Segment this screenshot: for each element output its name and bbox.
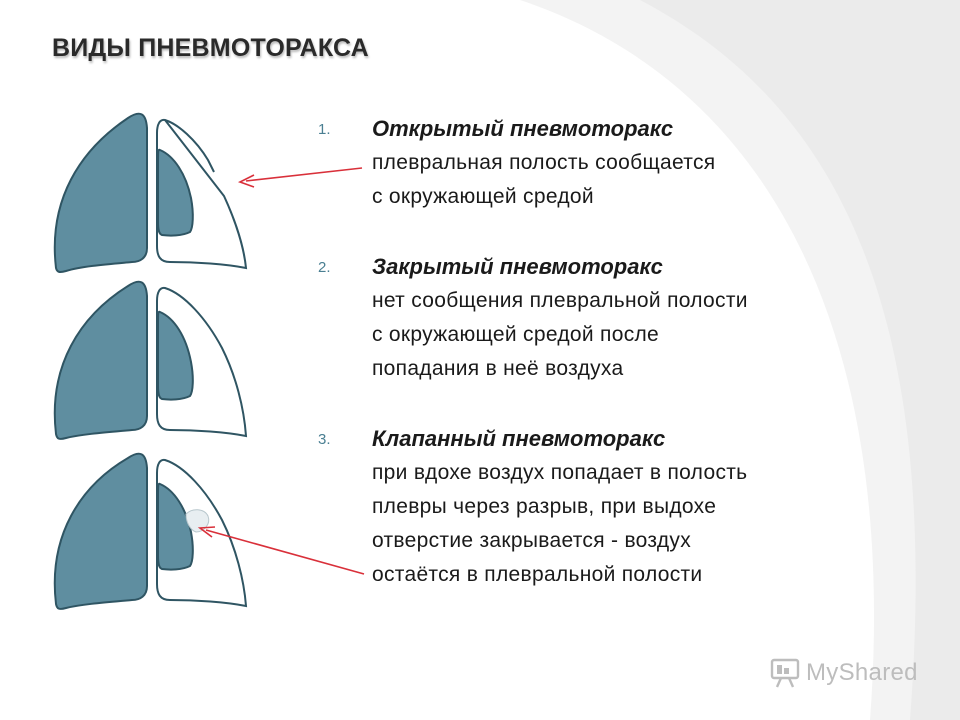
presentation-board-icon (768, 657, 802, 689)
list-item-closed (318, 250, 918, 386)
item-desc-line: с окружающей средой после (372, 323, 660, 346)
item-name: Клапанный пневмоторакс (372, 426, 666, 451)
left-lung (55, 114, 147, 272)
item-desc-line: нет сообщения плевральной полости (372, 289, 748, 312)
item-desc-line: с окружающей средой (372, 185, 594, 208)
item-name: Закрытый пневмоторакс (372, 254, 663, 279)
item-desc-line: остаётся в плевральной полости (372, 563, 703, 586)
item-desc-line: при вдохе воздух попадает в полость (372, 461, 748, 484)
list-item-open (318, 112, 918, 214)
watermark-logo (768, 656, 918, 690)
item-desc-line: отверстие закрывается - воздух (372, 529, 692, 552)
item-number: 2. (318, 259, 331, 276)
item-desc-line: попадания в неё воздуха (372, 357, 624, 380)
pneumothorax-types-list (318, 112, 918, 592)
item-desc-line: плевры через разрыв, при выдохе (372, 495, 717, 518)
list-item-valve (318, 422, 918, 592)
page-title: ВИДЫ ПНЕВМОТОРАКСА (52, 34, 369, 62)
lungs-diagram-open (55, 114, 362, 272)
item-name: Открытый пневмоторакс (372, 116, 674, 141)
watermark-text: MyShared (806, 659, 918, 686)
item-desc-line: плевральная полость сообщается (372, 151, 716, 174)
item-number: 1. (318, 121, 331, 138)
left-lung (55, 282, 147, 439)
lungs-diagram-closed (55, 282, 246, 439)
left-lung (55, 454, 147, 609)
item-number: 3. (318, 431, 331, 448)
